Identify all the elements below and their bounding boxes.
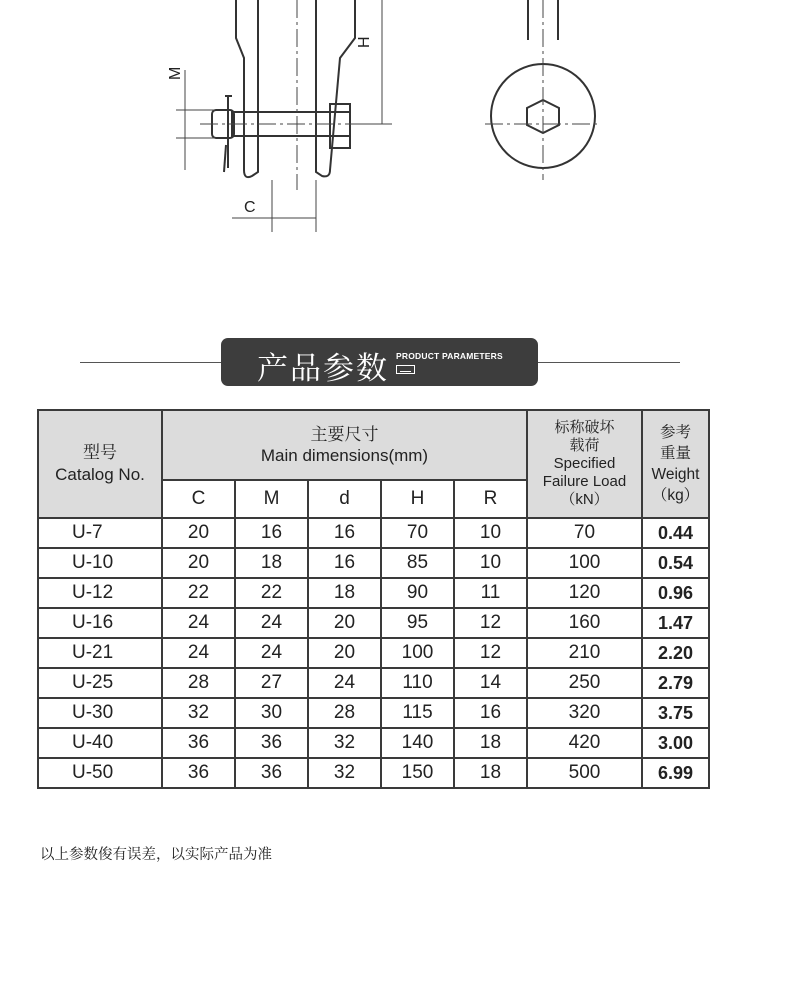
catalog-header-en: Catalog No. [55, 465, 145, 484]
disclaimer-note: 以上参数俊有误差，以实际产品为准 [40, 847, 272, 863]
dim-r-cell: 12 [454, 638, 527, 668]
dim-header-c: C [162, 480, 235, 518]
dim-c-cell: 36 [162, 728, 235, 758]
failure-load-header-line: 标称破坏 [554, 419, 615, 436]
table-row [38, 668, 709, 698]
dimension-c-label: C [244, 199, 256, 216]
dim-m-cell: 27 [235, 668, 308, 698]
dimension-h-label: H [356, 36, 373, 48]
dimension-m-label: M [167, 66, 184, 80]
load-cell: 500 [527, 758, 642, 788]
weight-cell: 2.79 [642, 668, 709, 698]
model-cell: U-16 [38, 608, 162, 638]
dim-r-cell: 18 [454, 758, 527, 788]
table-row [38, 608, 709, 638]
dim-r-cell: 14 [454, 668, 527, 698]
dim-d-cell: 28 [308, 698, 381, 728]
model-cell: U-25 [38, 668, 162, 698]
failure-load-header-line: Specified [553, 455, 616, 472]
model-cell: U-12 [38, 578, 162, 608]
main-dimensions-header [162, 410, 527, 480]
dim-m-cell: 36 [235, 728, 308, 758]
dim-h-cell: 90 [381, 578, 454, 608]
dim-m-cell: 24 [235, 608, 308, 638]
model-cell: U-40 [38, 728, 162, 758]
load-cell: 250 [527, 668, 642, 698]
dim-r-cell: 10 [454, 548, 527, 578]
weight-header-line: Weight [651, 466, 700, 483]
dim-m-cell: 18 [235, 548, 308, 578]
dim-d-cell: 32 [308, 758, 381, 788]
weight-header-line: （kg） [651, 487, 700, 504]
dim-header-r: R [454, 480, 527, 518]
model-cell: U-7 [38, 518, 162, 548]
dim-d-cell: 16 [308, 548, 381, 578]
dim-header-d: d [308, 480, 381, 518]
dim-m-cell: 22 [235, 578, 308, 608]
dim-header-m: M [235, 480, 308, 518]
table-row [38, 578, 709, 608]
dim-d-cell: 18 [308, 578, 381, 608]
section-banner [221, 338, 538, 386]
dim-c-cell: 32 [162, 698, 235, 728]
dim-c-cell: 20 [162, 548, 235, 578]
dim-d-cell: 16 [308, 518, 381, 548]
envelope-icon [396, 365, 415, 374]
dim-c-cell: 20 [162, 518, 235, 548]
table-row [38, 698, 709, 728]
table-row [38, 728, 709, 758]
failure-load-header-line: （kN） [560, 491, 609, 508]
table-row [38, 638, 709, 668]
model-cell: U-50 [38, 758, 162, 788]
parameters-table [37, 409, 710, 789]
header-rule-left [80, 362, 221, 363]
dim-r-cell: 11 [454, 578, 527, 608]
dim-d-cell: 20 [308, 638, 381, 668]
weight-cell: 1.47 [642, 608, 709, 638]
load-cell: 420 [527, 728, 642, 758]
dim-h-cell: 140 [381, 728, 454, 758]
catalog-header [38, 410, 162, 518]
weight-cell: 3.75 [642, 698, 709, 728]
dim-m-cell: 36 [235, 758, 308, 788]
dim-m-cell: 24 [235, 638, 308, 668]
main-dimensions-header-en: Main dimensions(mm) [260, 446, 429, 465]
dim-h-cell: 70 [381, 518, 454, 548]
dim-h-cell: 95 [381, 608, 454, 638]
table-row [38, 548, 709, 578]
weight-header [642, 410, 709, 518]
load-cell: 70 [527, 518, 642, 548]
dim-m-cell: 16 [235, 518, 308, 548]
banner-title-cn: 产品参数 [257, 351, 389, 387]
model-cell: U-30 [38, 698, 162, 728]
weight-cell: 2.20 [642, 638, 709, 668]
weight-cell: 0.44 [642, 518, 709, 548]
dim-r-cell: 10 [454, 518, 527, 548]
dim-h-cell: 115 [381, 698, 454, 728]
weight-header-line: 重量 [659, 445, 691, 462]
failure-load-header-line: Failure Load [542, 473, 627, 490]
model-cell: U-10 [38, 548, 162, 578]
dim-d-cell: 24 [308, 668, 381, 698]
catalog-header-cn: 型号 [83, 443, 117, 462]
load-cell: 120 [527, 578, 642, 608]
weight-cell: 0.54 [642, 548, 709, 578]
table-row [38, 518, 709, 548]
load-cell: 320 [527, 698, 642, 728]
dim-c-cell: 24 [162, 638, 235, 668]
dim-c-cell: 36 [162, 758, 235, 788]
failure-load-header [527, 410, 642, 518]
dim-h-cell: 110 [381, 668, 454, 698]
model-cell: U-21 [38, 638, 162, 668]
dim-r-cell: 18 [454, 728, 527, 758]
dim-r-cell: 16 [454, 698, 527, 728]
dim-header-h: H [381, 480, 454, 518]
dim-m-cell: 30 [235, 698, 308, 728]
weight-cell: 3.00 [642, 728, 709, 758]
dim-h-cell: 85 [381, 548, 454, 578]
technical-drawing [0, 0, 800, 300]
dim-c-cell: 22 [162, 578, 235, 608]
dim-d-cell: 32 [308, 728, 381, 758]
dim-d-cell: 20 [308, 608, 381, 638]
weight-cell: 6.99 [642, 758, 709, 788]
weight-header-line: 参考 [659, 424, 691, 441]
load-cell: 160 [527, 608, 642, 638]
weight-cell: 0.96 [642, 578, 709, 608]
dim-h-cell: 150 [381, 758, 454, 788]
dim-h-cell: 100 [381, 638, 454, 668]
dim-c-cell: 28 [162, 668, 235, 698]
main-dimensions-header-cn: 主要尺寸 [310, 425, 379, 444]
dim-r-cell: 12 [454, 608, 527, 638]
failure-load-header-line: 载荷 [569, 437, 600, 454]
load-cell: 210 [527, 638, 642, 668]
table-row [38, 758, 709, 788]
header-rule-right [538, 362, 680, 363]
banner-title-en: PRODUCT PARAMETERS [396, 351, 503, 361]
load-cell: 100 [527, 548, 642, 578]
dim-c-cell: 24 [162, 608, 235, 638]
